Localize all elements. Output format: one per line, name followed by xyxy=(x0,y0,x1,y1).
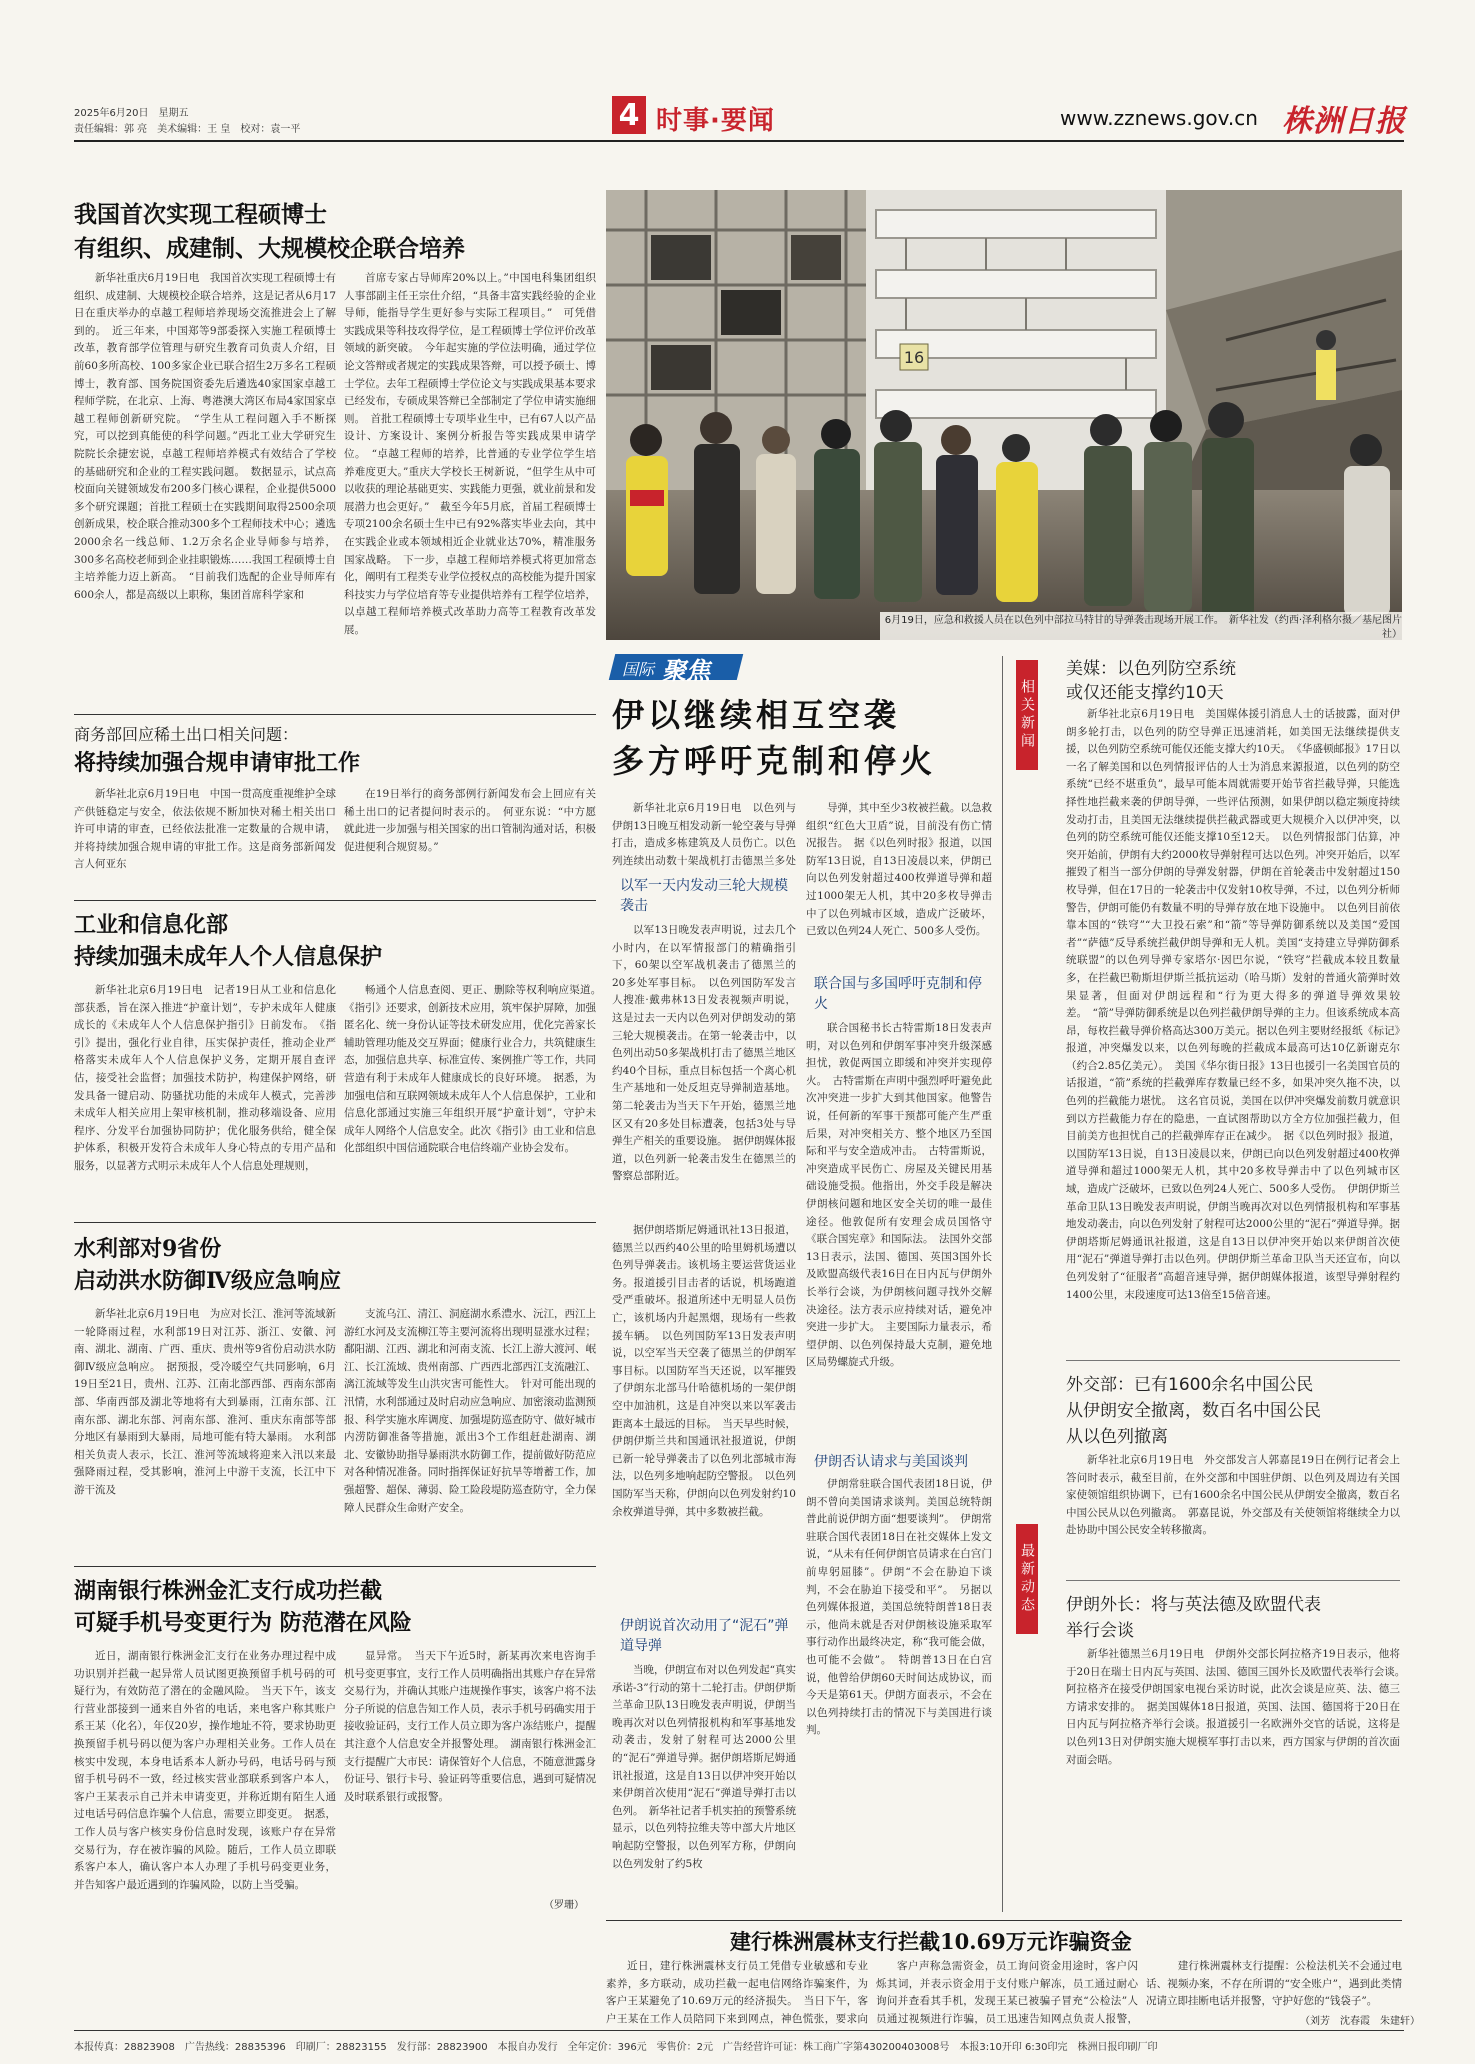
main-subhead-3: 联合国与多国呼吁克制和停火 xyxy=(814,976,982,1012)
editor-credits: 责任编辑：郭 亮 美术编辑：王 皇 校对：袁一平 xyxy=(74,124,301,135)
main-col2-text2: 联合国秘书长古特雷斯18日发表声明，对以色列和伊朗军事冲突升级深感担忧，敦促两国立即缓和冲突并实现停火。 古特雷斯在声明中强烈呼吁避免此次冲突进一步扩大到其他国家。他警告说，任何新的军事干预都可能产生严重后果，对冲突相关方、整个地区乃至国际和平与安全造成冲击。 古特雷斯说，冲突造成平民伤亡、房屋及关键民用基础设施受损。他指出，外交手段是解决伊朗核问题和地区安全关切的唯一最佳途径。他敦促所有安理会成员国恪守《联合国宪章》和国际法。 法国外交部13日表示，法国、德国、英国3国外长及欧盟高级代表16日在日内瓦与伊朗外长举行会谈，为伊朗核问题寻找外交解决途径。法方表示应持续对话，避免冲突进一步扩大。 主要国际力量表示，希望伊朗、以色列保持最大克制，避免地区局势螺旋式升级。 xyxy=(806,1022,992,1369)
sidebar-sub1-text: 新华社北京6月19日电 美国媒体援引消息人士的话披露，面对伊朗多轮打击，以色列的防空导弹正迅速消耗，如美国无法继续提供支援，以色列防空系统可能仅还能支撑大约10天。 《华盛顿邮报》17日以一名了解美国和以色列情报评估的人士为消息来源报道，以色列的防空系统“已经不堪重负”，最早可能本周就需要开始节省拦截导弹，只能选择性地拦截来袭的伊朗导弹，一些评估预测，如果伊朗以稳定频度持续发动打击，且美国无法继续提供拦截武器或更大规模介入以伊冲突，以色列的防空系统可能仅还能支撑10至12天。 以色列情报部门估算，冲突开始前，伊朗有大约2000枚导弹射程可达以色列。冲突开始后，以军摧毁了相当一部分伊朗的导弹发射器，伊朗在首轮袭击中发射超过150枚导弹，但在17日的一轮袭击中仅发射10枚导弹，不过，以色列分析师警告，伊朗可能仍有数量不明的导弹存放在地下设施中。 以色列目前依靠本国的“铁穹”“大卫投石索”和“箭”等导弹防御系统以及美国“爱国者”“萨德”反导系统拦截伊朗导弹和无人机。美国“支持建立导弹防御系统联盟”的以色列导弹专家塔尔·因巴尔说，“铁穹”拦截成本较且数量多，在拦截巴勒斯坦伊斯兰抵抗运动（哈马斯）发射的普通火箭弹时效果显著，但面对伊朗远程和“行为更大得多的弹道导弹效果较差。 “箭”导弹防御系统是以色列拦截伊朗导弹的主力。但该系统成本高昂，每枚拦截导弹价格高达300万美元。据以色列主要财经报纸《标记》报道，冲突爆发以来，以色列每晚的拦截成本最高可达10亿新谢克尔（约合2.85亿美元）。 美国《华尔街日报》13日也援引一名美国官员的话报道，“箭”系统的拦截弹库存数量已经不多，如果冲突久拖不决，以色列的拦截能力堪忧。 这名官员说，美国在以伊冲突爆发前数月就意识到以方拦截能力存在的隐患，一直试图帮助以方全方位加强拦截力，但目前美方也担忧自己的拦截弹库存正在减少。 据《以色列时报》报道，以国防军13日说，自13日凌晨以来，伊朗已向以色列发射超过400枚弹道导弹和超过1000架无人机，其中20多枚导弹击中了以色列城市区域，造成广泛破坏，已致以色列24人死亡、500多人受伤。 伊朗伊斯兰革命卫队13日晚发表声明说，伊朗当晚再次对以色列情报机构和军事基地发动袭击，向以色列发射了射程可达2000公里的“泥石”弹道导弹。据伊朗塔斯尼姆通讯社报道，这是自13日以伊冲突开始以来伊朗首次使用“泥石”弹道导弹打击以色列。伊朗伊斯兰革命卫队当天还宣布，向以色列发射了“征服者”高超音速导弹，据伊朗媒体报道，该型导弹射程约1400公里，末段速度可达13倍至15倍音速。 xyxy=(1066,708,1400,1301)
sidebar-sub1-title-line1: 美媒：以色列防空系统 xyxy=(1066,659,1236,679)
article5-column2: 显异常。 当天下午近5时，新某再次来电咨询手机号变更事宜，支行工作人员明确指出其账户存在异常交易行为，并确认其账户违规操作事实，该客户将不法分子所说的信息告知工作人员，表示手机号码确实用于接收验证码，支行工作人员立即为客户冻结账户，提醒其注意个人信息安全并报警处理。 湖南银行株洲金汇支行提醒广大市民：请保管好个人信息，不随意泄露身份证号、银行卡号、验证码等重要信息，遇到可疑情况及时联系银行或报警。 xyxy=(344,1650,596,1803)
article3-column1: 新华社北京6月19日电 记者19日从工业和信息化部获悉，旨在深入推进“护童计划”，专护未成年人健康成长的《未成年人个人信息保护指引》日前发布。 《指引》提出，强化行业自律，压实保护责任，推动企业严格落实未成年人个人信息保护义务，定期开展自查评估，接受社会监督；加强技术防护，构建保护网络，研发具备一键启动、防骚扰功能的未成年人模式，完善涉未成年人相关应用上架审核机制，推动移端设备、应用程序、分发平台加强协同防护；优化服务供给，健全保护体系，积极开发符合未成年人身心特点的专用产品和服务，以显著方式明示未成年人个人信息处理规则， xyxy=(74,984,336,1172)
article4-column1: 新华社北京6月19日电 为应对长江、淮河等流域新一轮降雨过程，水利部19日对江苏、浙江、安徽、河南、湖北、湖南、广西、重庆、贵州等9省份启动洪水防御Ⅳ级应急响应。 据预报，受冷暖空气共同影响，6月19日至21日，贵州、江苏、江南北部西部、西南东部南部、华南西部及湖北等地将有大到暴雨，江南东部、江南东部、湖北东部、河南东部、淮河、重庆东南部等部分地区有暴雨到大暴雨，局地可能有特大暴雨。 水利部相关负责人表示，长江、淮河等流域将迎来入汛以来最强降雨过程，受其影响，淮河上中游干支流，长江中下游干流及 xyxy=(74,1308,336,1496)
divider xyxy=(74,900,596,901)
main-subhead-4: 伊朗否认请求与美国谈判 xyxy=(814,1454,968,1470)
sidebar-sub3-title-line2: 举行会谈 xyxy=(1066,1621,1134,1641)
sidebar-sub3-text: 新华社德黑兰6月19日电 伊朗外交部长阿拉格齐19日表示，他将于20日在瑞士日内瓦与英国、法国、德国三国外长及欧盟代表举行会谈。 阿拉格齐在接受伊朗国家电视台采访时说，此次会谈是应英、法、德三方请求安排的。 据美国媒体18日报道，英国、法国、德国将于20日在日内瓦与阿拉格齐举行会谈。报道援引一名欧洲外交官的话说，这将是以色列13日对伊朗实施大规模军事打击以来，西方国家与伊朗的首次面对面会晤。 xyxy=(1066,1648,1400,1766)
article5-title-line1: 湖南银行株洲金汇支行成功拦截 xyxy=(74,1578,383,1604)
newspaper-logo: 株洲日报 xyxy=(1282,104,1406,139)
article6-credit: （刘芳 沈春霞 朱建轩） xyxy=(1300,2016,1420,2027)
article5-title-line2: 可疑手机号变更行为 防范潜在风险 xyxy=(74,1610,412,1636)
article3-title-line1: 工业和信息化部 xyxy=(74,912,229,938)
article6-column3: 建行株洲震林支行提醒：公检法机关不会通过电话、视频办案，不存在所谓的“安全账户”，遇到此类情况请立即挂断电话并报警，守护好您的“钱袋子”。 xyxy=(1146,1960,1402,2008)
footer-rule xyxy=(74,2030,1404,2031)
rescue-scene-illustration xyxy=(606,190,1402,640)
main-title-line2: 多方呼吁克制和停火 xyxy=(612,742,937,780)
page-number-badge: 4 xyxy=(612,96,646,134)
sidebar-sub2-text: 新华社北京6月19日电 外交部发言人郭嘉昆19日在例行记者会上答问时表示，截至目前，在外交部和中国驻伊朗、以色列及周边有关国家使领馆组织协调下，已有1600余名中国公民从伊朗安全撤离，数百名中国公民从以色列撤离。 郭嘉昆说，外交部及有关使领馆将继续全力以赴协助中国公民安全转移撤离。 xyxy=(1066,1454,1400,1537)
main-title-line1: 伊以继续相互空袭 xyxy=(612,696,901,734)
building-number-sign: 16 xyxy=(903,348,925,367)
main-subhead-1: 以军一天内发动三轮大规模袭击 xyxy=(620,878,788,914)
news-photo xyxy=(606,190,1402,640)
footer-info: 本报传真：28823908 广告热线：28835396 印刷厂：28823155 发行部：28823900 本报自办发行 全年定价：396元 零售价：2元 广告经营许可证：株工商广字第430200403008号 本报3:10开印 6:30印完 株洲日报印刷厂印 xyxy=(74,2042,1158,2053)
main-intro: 新华社北京6月19日电 以色列与伊朗13日晚互相发动新一轮空袭与导弹打击，造成多栋建筑及人员伤亡。以色列连续出动数十架战机打击德黑兰多处 xyxy=(612,802,796,867)
article3-column2: 畅通个人信息查阅、更正、删除等权利响应渠道。 《指引》还要求，创新技术应用，筑牢保护屏障，加强匿名化、统一身份认证等技术研发应用，优化完善家长辅助管理功能及交互界面；健康行业合力，共筑健康生态，加强信息共享、标准宣传、案例推广等工作，共同营造有利于未成年人健康成长的良好环境。 据悉，为加强电信和互联网领域未成年人个人信息保护，工业和信息化部通过实施三年组织开展“护童计划”，守护未成年人网络个人信息安全。此次《指引》由工业和信息化部组织中国信通院联合电信终端产业协会发布。 xyxy=(344,984,596,1155)
main-col1-text2: 据伊朗塔斯尼姆通讯社13日报道，德黑兰以西约40公里的哈里姆机场遭以色列导弹袭击。该机场主要运营货运业务。报道援引目击者的话说，机场跑道受严重破坏。报道所述中无明显人员伤亡，该机场内升起黑烟，现场有一些救援车辆。 以色列国防军13日发表声明说，以空军当天空袭了德黑兰的伊朗军事目标。以国防军当天还说，以军摧毁了伊朗东北部马什哈德机场的一架伊朗空中加油机，这是自冲突以来以军袭击距离本土最远的目标。 当天早些时候，伊朗伊斯兰共和国通讯社报道说，伊朗已新一轮导弹袭击了以色列北部城市海法，以色列多地响起防空警报。 以色列国防军当天称，伊朗向以色列发射约10余枚弹道导弹，其中多数被拦截。 xyxy=(612,1224,796,1518)
website-url[interactable]: www.zznews.gov.cn xyxy=(1060,106,1258,130)
article2-column1: 新华社北京6月19日电 中国一贯高度重视维护全球产供链稳定与安全，依法依规不断加快对稀土相关出口许可申请的审查，已经依法批准一定数量的合规申请，并将持续加强合规申请的审批工作。这是商务部新闻发言人何亚东 xyxy=(74,788,336,871)
divider xyxy=(74,1566,596,1567)
divider xyxy=(74,1222,596,1223)
article4-title-line2: 启动洪水防御Ⅳ级应急响应 xyxy=(74,1268,341,1294)
latest-updates-band: 最新动态 xyxy=(1016,1524,1038,1634)
sidebar-sub2-title-line2: 从伊朗安全撤离，数百名中国公民 xyxy=(1066,1401,1321,1421)
column-badge-prefix: 国际 xyxy=(622,660,655,679)
article2-title: 将持续加强合规申请审批工作 xyxy=(74,750,361,776)
article6-title: 建行株洲震林支行拦截10.69万元诈骗资金 xyxy=(730,1929,1132,1954)
issue-date: 2025年6月20日 星期五 xyxy=(74,108,189,119)
article4-column2: 支流乌江、清江、洞庭湖水系澧水、沅江，西江上游红水河及支流柳江等主要河流将出现明显涨水过程；鄱阳湖、江西、湖北和河南支流、长江上游大渡河、岷江、长江流域、贵州南部、广西西北部西江支流融江、漓江流域等发生山洪灾害可能性大。 针对可能出现的汛情，水利部通过及时启动应急响应、加密滚动监测预报、科学实施水库调度、加强堤防巡查防守、做好城市内涝防御准备等措施，派出3个工作组赶赴湖南、湖北、安徽协助指导暴雨洪水防御工作，提前做好防范应对各种情况准备。同时指挥保证好抗旱等增蓄工作，加强超警、超保、薄弱、险工险段堤防巡查防守，全力保障人民群众生命财产安全。 xyxy=(344,1308,596,1514)
article1-column2: 首席专家占导师库20%以上。”中国电科集团组织人事部副主任王宗仕介绍，“具备丰富实践经验的企业导师，能指导学生更好参与实际工程项目。” 可凭借实践成果等科技攻得学位，是工程硕博士学位评价改革领域的新突破。 今年起实施的学位法明确，通过学位论文答辩或者规定的实践成果答辩，可以授予硕士、博士学位。去年工程硕博士学位论文与实践成果基本要求已经发布，专硕成果答辩已全部制定了学位申请实施细则。 首批工程硕博士专项毕业生中，已有67人以产品设计、方案设计、案例分析报告等实践成果申请学位。 “卓越工程师的培养，比普通的专业学位学生培养难度更大。”重庆大学校长王树新说，“但学生从中可以收获的理论基础更实、实践能力更强，就业前景和发展潜力也会更好。” 截至今年5月底，首届工程硕博士专项2100余名硕士生中已有92%落实毕业去向，其中在实践企业或本领域相近企业就业达70%，精准服务国家战略。 下一步，卓越工程师培养模式将更加常态化，阐明有工程类专业学位授权点的高校能为提升国家科技实力与学位培育等专业提供培养有工程学位培养，以卓越工程师培养模式改革助力高等工程教育改革发展。 xyxy=(344,272,596,636)
article5-column1: 近日，湖南银行株洲金汇支行在业务办理过程中成功识别并拦截一起异常人员试图更换预留手机号码的可疑行为，有效防范了潜在的金融风险。 当天下午，该支行营业部接到一通来自外省的电话，来电客户称其账户系王某（化名），年仅20岁，操作地址不符，要求协助更换预留手机号码以便为客户办理相关业务。工作人员在核实中发现，本身电话系本人新办号码，电话号码与预留手机号码不一致，经过核实营业部联系到客户本人，客户王某表示自己并未申请变更，并称近期有陌生人通过电话号码信息诈骗个人信息，需要立即变更。 据悉，工作人员与客户核实身份信息时发现，该账户存在异常交易行为，存在被诈骗的风险。随后，工作人员立即联系客户本人，确认客户本人办理了手机号码变更业务，并告知客户最近遇到的诈骗风险，以防上当受骗。 xyxy=(74,1650,336,1891)
main-subhead-2: 伊朗说首次动用了“泥石”弹道导弹 xyxy=(620,1618,789,1654)
divider xyxy=(606,1920,1402,1921)
divider xyxy=(74,714,596,715)
masthead-rule xyxy=(74,140,1404,142)
main-col2-text1: 导弹，其中至少3枚被拦截。以急救组织“红色大卫盾”说，目前没有伤亡情况报告。 据《以色列时报》报道，以国防军13日说，自13日凌晨以来，伊朗已向以色列发射超过400枚弹道导弹和超过1000架无人机，其中20多枚导弹击中了以色列城市区域，造成广泛破坏，已致以色列24人死亡、500多人受伤。 xyxy=(806,802,992,938)
article2-kicker: 商务部回应稀土出口相关问题： xyxy=(74,725,299,744)
divider xyxy=(1066,1580,1400,1581)
article6-column2: 客户声称急需资金，员工询问资金用途时，客户闪烁其词，并表示资金用于支付账户解冻，员工通过耐心询问并查看其手机，发现王某已被骗子冒充“公检法”人员通过视频进行诈骗，员工迅速告知网点负责人报警， xyxy=(876,1960,1138,2025)
article4-title-line1: 水利部对9省份 xyxy=(74,1236,222,1262)
section-title: 时事·要闻 xyxy=(656,106,775,136)
column-badge xyxy=(612,646,742,686)
sidebar-sub2-title-line3: 从以色列撤离 xyxy=(1066,1427,1168,1447)
column-divider xyxy=(1002,656,1003,1912)
article1-title-line2: 有组织、成建制、大规模校企联合培养 xyxy=(74,235,465,262)
article3-title-line2: 持续加强未成年人个人信息保护 xyxy=(74,944,383,970)
article5-credit: （罗珊） xyxy=(544,1900,584,1911)
article2-column2: 在19日举行的商务部例行新闻发布会上回应有关稀土出口的记者提问时表示的。 何亚东说：“中方愿就此进一步加强与相关国家的出口管制沟通对话，积极促进便利合规贸易。” xyxy=(344,788,596,853)
main-col1-text3: 当晚，伊朗宣布对以色列发起“真实承诺-3”行动的第十二轮打击。伊朗伊斯兰革命卫队13日晚发表声明说，伊朗当晚再次对以色列情报机构和军事基地发动袭击，发射了射程可达2000公里的“泥石”弹道导弹。据伊朗塔斯尼姆通讯社报道，这是自13日以伊冲突开始以来伊朗首次使用“泥石”弹道导弹打击以色列。 新华社记者手机实拍的预警系统显示，以色列特拉维夫等中部大片地区响起防空警报，以色列军方称，伊朗向以色列发射了约5枚 xyxy=(612,1664,796,1870)
sidebar-sub3-title-line1: 伊朗外长：将与英法德及欧盟代表 xyxy=(1066,1595,1321,1615)
photo-caption: 6月19日，应急和救援人员在以色列中部拉马特甘的导弹袭击现场开展工作。 新华社发（约西·泽利格尔摄／基尼图片社） xyxy=(880,612,1406,644)
main-col2-text3: 伊朗常驻联合国代表团18日说，伊朗不曾向美国请求谈判。美国总统特朗普此前说伊朗方面“想要谈判”。 伊朗常驻联合国代表团18日在社交媒体上发文说，“从未有任何伊朗官员请求在白宫门前卑躬屈膝”。伊朗“不会在胁迫下谈判，不会在胁迫下接受和平”。 另据以色列媒体报道，美国总统特朗普18日表示，他尚未就是否对伊朗核设施采取军事行动作出最终决定，称“我可能会做，也可能不会做”。 特朗普13日在白宫说，他曾给伊朗60天时间达成协议，而今天是第61天。伊朗方面表示，不会在以色列持续打击的情况下与美国进行谈判。 xyxy=(806,1478,992,1737)
article1-title-line1: 我国首次实现工程硕博士 xyxy=(74,201,327,228)
main-col1-text1: 以军13日晚发表声明说，过去几个小时内，在以军情报部门的精确指引下，60架以空军战机袭击了德黑兰的20多处军事目标。 以色列国防军发言人搜准·戴弗林13日发表视频声明说，这是过去一天内以色列对伊朗发动的第三轮大规模袭击。在第一轮袭击中，以色列出动50多架战机打击了德黑兰地区约40个目标，重点目标包括一个离心机生产基地和一处反坦克导弹制造基地。第二轮袭击为当天下午开始，德黑兰地区又有20多处目标遭袭，包括3处与导弹生产相关的重要设施。 据伊朗媒体报道，以色列新一轮袭击发生在德黑兰的警察总部附近。 xyxy=(612,924,796,1183)
sidebar-sub2-title-line1: 外交部：已有1600余名中国公民 xyxy=(1066,1375,1314,1395)
divider xyxy=(1066,1360,1400,1361)
article1-column1: 新华社重庆6月19日电 我国首次实现工程硕博士有组织、成建制、大规模校企联合培养，这是记者从6月17日在重庆举办的卓越工程师培养现场交流推进会上了解到的。 近三年来，中国郑等9部委探入实施工程硕博士改革，教育部学位管理与研究生教育司负责人介绍，目前60多所高校、100多家企业已联合招生2万多名工程硕博士，教育部、国务院国资委先后遴选40家国家卓越工程师学院，在北京、上海、粤港澳大湾区布局4家国家卓越工程师创新研究院。 “学生从工程问题入手不断探究，可以挖到真能使的科学问题。”西北工业大学研究生院院长余捷宏说，卓越工程师培养模式有效结合了学校的基础研究和企业的工程实践问题。 数据显示，试点高校面向关键领域发布200多门核心课程，企业提供5000多个研究课题；首批工程硕士在实践期间取得2500余项创新成果，校企联合推动300多个工程师技术中心；遴选2000余名一线总师、1.2万余名企业导师参与培养，300多名高校老师到企业挂职锻炼……我国工程硕博士自主培养能力迈上新高。 “目前我们选配的企业导师库有600余人，都是高级以上职称，集团首席科学家和 xyxy=(74,272,336,601)
sidebar-sub1-title-line2: 或仅还能支撑约10天 xyxy=(1066,683,1224,703)
article6-column1: 近日，建行株洲震林支行员工凭借专业敏感和专业素养，多方联动，成功拦截一起电信网络诈骗案件，为客户王某避免了10.69万元的经济损失。 当日下午，客户王某在工作人员陪同下来到网点，神色慌张，要求向 xyxy=(606,1960,868,2025)
related-news-band: 相关新闻 xyxy=(1016,660,1038,770)
column-badge-main: 聚焦 xyxy=(662,657,710,685)
